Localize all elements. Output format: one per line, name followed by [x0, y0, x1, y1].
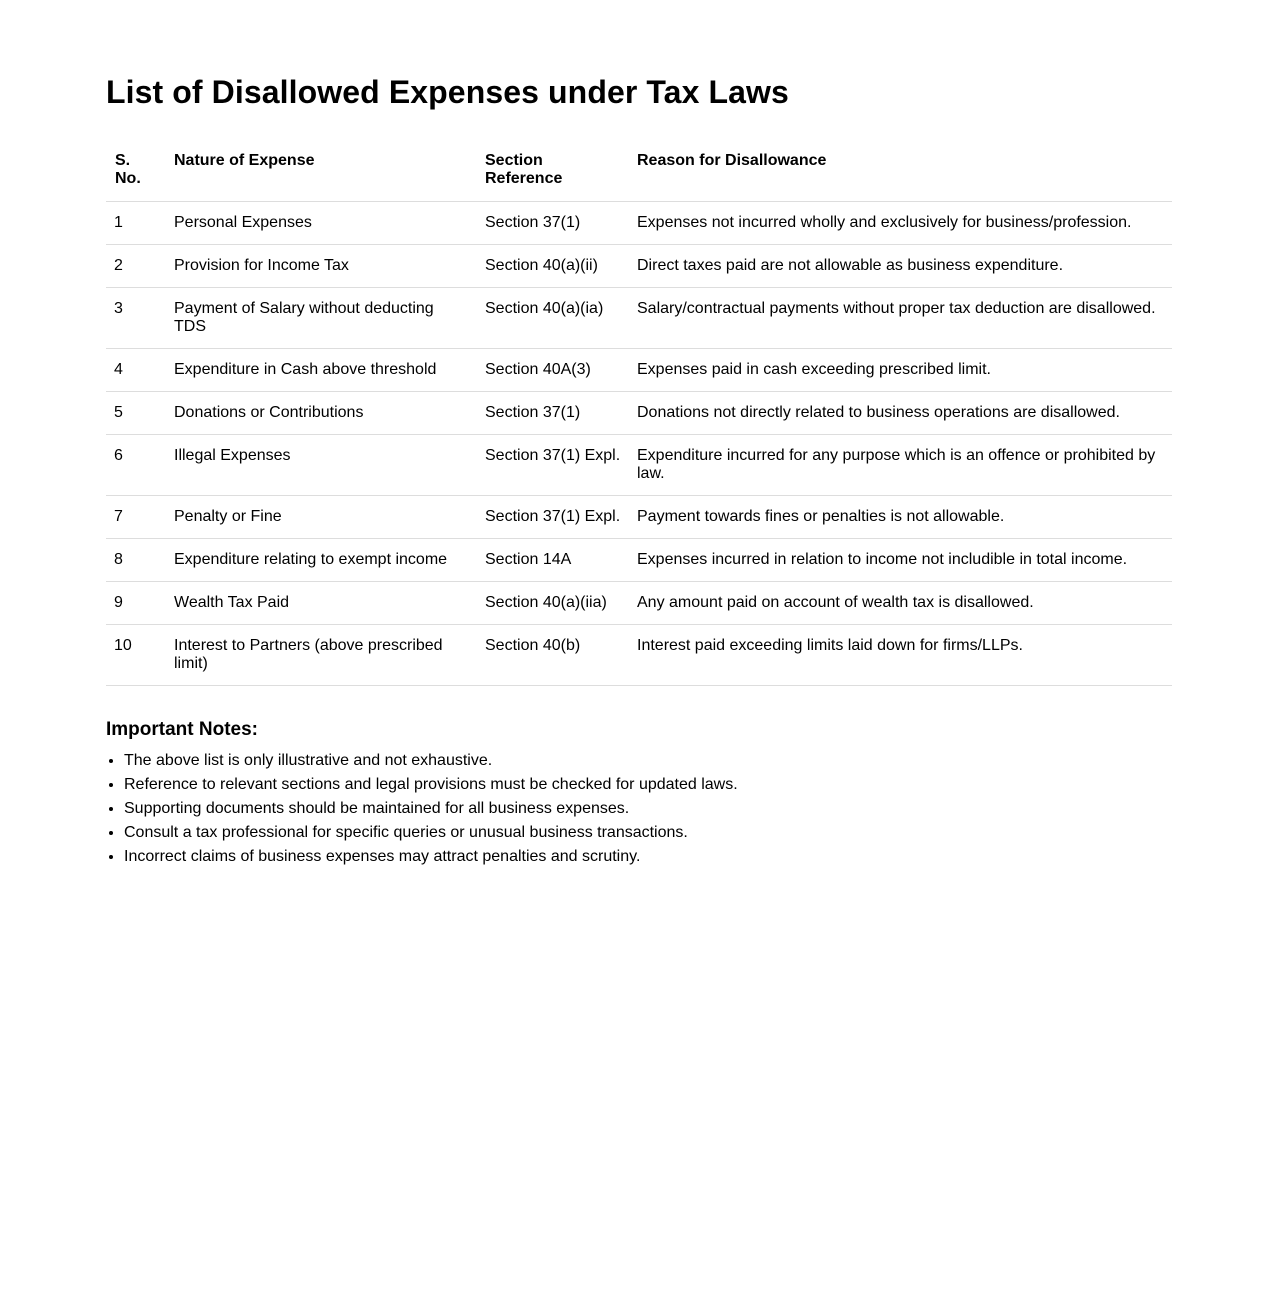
note-item: • Supporting documents should be maintained for all business expenses. [124, 797, 1172, 821]
cell-sno: 3 [106, 288, 166, 349]
cell-reason: Direct taxes paid are not allowable as business expenditure. [629, 245, 1172, 288]
cell-reason: Expenses incurred in relation to income not includible in total income. [629, 539, 1172, 582]
note-item: • Incorrect claims of business expenses may attract penalties and scrutiny. [124, 845, 1172, 869]
cell-reason: Expenses paid in cash exceeding prescribed limit. [629, 349, 1172, 392]
cell-section: Section 40(a)(ii) [477, 245, 629, 288]
header-sno: S. No. [106, 143, 166, 202]
table-row [106, 625, 1172, 686]
table-row [106, 349, 1172, 392]
cell-section: Section 40(a)(ia) [477, 288, 629, 349]
cell-sno: 4 [106, 349, 166, 392]
cell-sno: 7 [106, 496, 166, 539]
cell-reason: Expenses not incurred wholly and exclusively for business/profession. [629, 202, 1172, 245]
table-row [106, 496, 1172, 539]
cell-section: Section 40(b) [477, 625, 629, 686]
table-body [106, 202, 1172, 686]
cell-reason: Payment towards fines or penalties is not allowable. [629, 496, 1172, 539]
cell-sno: 1 [106, 202, 166, 245]
cell-nature: Penalty or Fine [166, 496, 477, 539]
table-row [106, 582, 1172, 625]
cell-reason: Donations not directly related to business operations are disallowed. [629, 392, 1172, 435]
table-row [106, 245, 1172, 288]
table-header-row [106, 143, 1172, 202]
notes-list [106, 749, 1172, 869]
table-row [106, 202, 1172, 245]
cell-nature: Provision for Income Tax [166, 245, 477, 288]
cell-sno: 5 [106, 392, 166, 435]
header-reason: Reason for Disallowance [629, 143, 1172, 202]
page-title: List of Disallowed Expenses under Tax Laws [106, 74, 789, 110]
cell-nature: Expenditure in Cash above threshold [166, 349, 477, 392]
table-row [106, 539, 1172, 582]
cell-section: Section 37(1) [477, 392, 629, 435]
cell-section: Section 37(1) [477, 202, 629, 245]
cell-reason: Any amount paid on account of wealth tax is disallowed. [629, 582, 1172, 625]
cell-sno: 9 [106, 582, 166, 625]
disallowed-expenses-table [106, 143, 1172, 686]
table-row [106, 435, 1172, 496]
note-item: • Consult a tax professional for specific queries or unusual business transactions. [124, 821, 1172, 845]
table-row [106, 392, 1172, 435]
cell-reason: Interest paid exceeding limits laid down for firms/LLPs. [629, 625, 1172, 686]
cell-section: Section 37(1) Expl. [477, 496, 629, 539]
cell-reason: Salary/contractual payments without proper tax deduction are disallowed. [629, 288, 1172, 349]
cell-nature: Illegal Expenses [166, 435, 477, 496]
cell-nature: Payment of Salary without deducting TDS [166, 288, 477, 349]
cell-nature: Donations or Contributions [166, 392, 477, 435]
notes-heading: Important Notes: [106, 719, 258, 740]
cell-section: Section 40(a)(iia) [477, 582, 629, 625]
cell-sno: 2 [106, 245, 166, 288]
cell-sno: 8 [106, 539, 166, 582]
header-section: Section Reference [477, 143, 629, 202]
cell-nature: Wealth Tax Paid [166, 582, 477, 625]
cell-section: Section 37(1) Expl. [477, 435, 629, 496]
cell-nature: Personal Expenses [166, 202, 477, 245]
table-row [106, 288, 1172, 349]
cell-nature: Expenditure relating to exempt income [166, 539, 477, 582]
cell-nature: Interest to Partners (above prescribed limit) [166, 625, 477, 686]
header-nature: Nature of Expense [166, 143, 477, 202]
note-item: • Reference to relevant sections and legal provisions must be checked for updated laws. [124, 773, 1172, 797]
cell-section: Section 40A(3) [477, 349, 629, 392]
cell-sno: 6 [106, 435, 166, 496]
cell-reason: Expenditure incurred for any purpose which is an offence or prohibited by law. [629, 435, 1172, 496]
note-item: • The above list is only illustrative and not exhaustive. [124, 749, 1172, 773]
cell-section: Section 14A [477, 539, 629, 582]
cell-sno: 10 [106, 625, 166, 686]
